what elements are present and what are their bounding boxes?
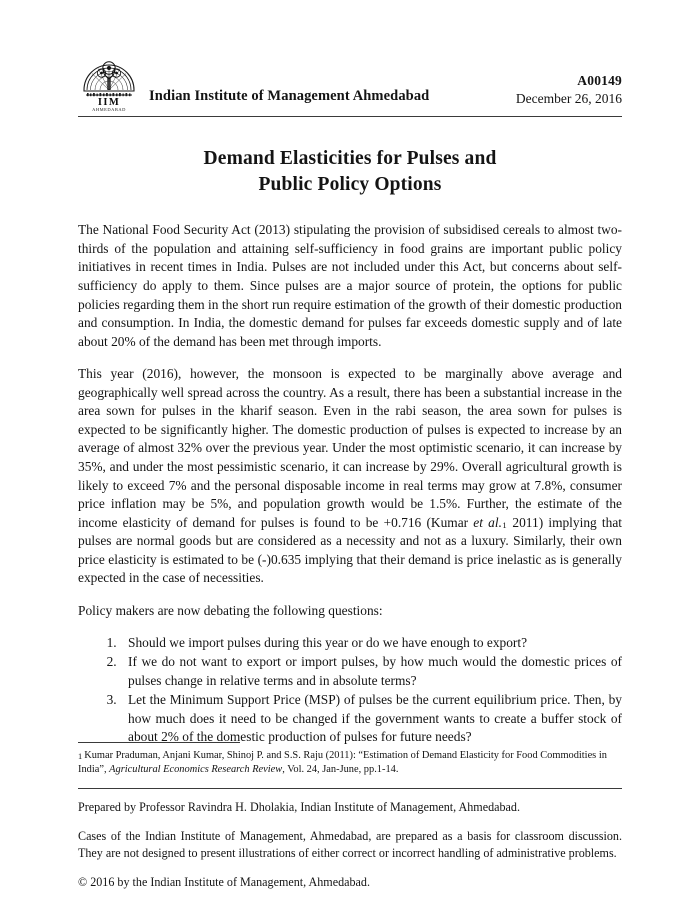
document-meta [516,72,622,112]
svg-text:IIM: IIM [97,97,121,108]
footnote-divider [78,742,240,743]
document-date: December 26, 2016 [515,91,622,107]
paragraph-2-segment-1: This year (2016), however, the monsoon is expected to be marginally above average and geographically well spread across the country. As a result, there has been a substantial increase in the area sown for pulses in the kharif season. Even in the rabi season, the area sown for pulses is expected to be significantly higher. The domestic production of pulses is expected to increase by an average of almost 32% over the previous year. Under the most optimistic scenario, it can increase by 35%, and under the most pessimistic scenario, it can increase by 29%. Overall agricultural growth is likely to exceed 7% and the personal disposable income in real terms may grow at 7.8%, consumer price inflation may be 5%, and population growth would be 1.5%. Further, the estimate of the income elasticity of demand for pulses is found to be +0.716 (Kumar [78,366,622,530]
document-footer [78,742,622,891]
question-text: 2. If we do not want to export or import pulses, by how much would the domestic prices of pulses change in relative terms and in absolute terms? [128,654,622,688]
institution-branding [78,50,429,112]
document-body [78,221,622,747]
footnote-text [78,749,622,777]
institution-name: Indian Institute of Management Ahmedabad [149,88,430,104]
question-text: 1. Should we import pulses during this year or do we have enough to export? [128,634,528,650]
disclaimer-text: Cases of the Indian Institute of Management, Ahmedabad, are prepared as a basis for classroom discussion. They are not designed to present illustrations of either correct or incorrect handling of administrative problems. [78,828,622,860]
header-divider [78,116,622,117]
list-item [120,634,622,653]
list-item [120,653,622,690]
footnote-segment-1: Kumar Praduman, Anjani Kumar, Shinoj P. and S.S. Raju (2011): “Estimation of Demand Elasticity for Food Commodities in India”, [78,750,607,775]
footnote-reference-marker: 1 [502,519,507,530]
policy-questions-list [78,634,622,747]
paragraph-2-segment-2: 2011) implying that pulses are normal goods but are considered as a necessity and not as a luxury. Similarly, their own price elasticity is estimated to be (-)0.635 implying that their demand is price inelastic as is generally expected in the case of necessities. [78,514,622,586]
body-paragraph-2 [78,365,622,588]
footnote-segment-2: , Vol. 24, Jan-June, pp.1-14. [282,763,399,775]
title-line-1: Demand Elasticities for Pulses and [203,148,497,169]
list-item [120,691,622,747]
document-id: A00149 [577,73,622,89]
prepared-by-text: Prepared by Professor Ravindra H. Dholakia, Indian Institute of Management, Ahmedabad. [78,799,520,814]
title-line-2: Public Policy Options [258,174,442,196]
question-text: 3. Let the Minimum Support Price (MSP) of pulses be the current equilibrium price. Then, by how much does it need to be changed if the government wants to create a buffer stock of about 2% of the domestic production of pulses for future needs? [128,692,622,745]
document-header [78,0,622,118]
body-paragraph-1: The National Food Security Act (2013) stipulating the provision of subsidised cereals to almost two-thirds of the population and attaining self-sufficiency in food grains are important public policy initiatives in recent times in India. Pulses are not included under this Act, but concerns about self-sufficiency do apply to them. Since pulses are a major source of protein, the options for public policies regarding them in the short run require estimation of the growth of their domestic production and consumption. In India, the domestic demand for pulses far exceeds domestic supply and of late about 20% of the demand has been met through imports. [78,222,622,349]
paragraph-2-latin-abbrev: et al. [473,514,502,530]
copyright-text: © 2016 by the Indian Institute of Management, Ahmedabad. [78,874,370,889]
footer-divider [78,788,622,789]
page-title [78,146,622,198]
footnote-number: 1 [78,752,83,761]
iim-ahmedabad-seal-icon [78,50,140,112]
body-paragraph-3: Policy makers are now debating the following questions: [78,602,383,618]
footnote-journal-title: Agricultural Economics Research Review [109,763,283,775]
svg-text:AHMEDABAD: AHMEDABAD [92,107,126,112]
